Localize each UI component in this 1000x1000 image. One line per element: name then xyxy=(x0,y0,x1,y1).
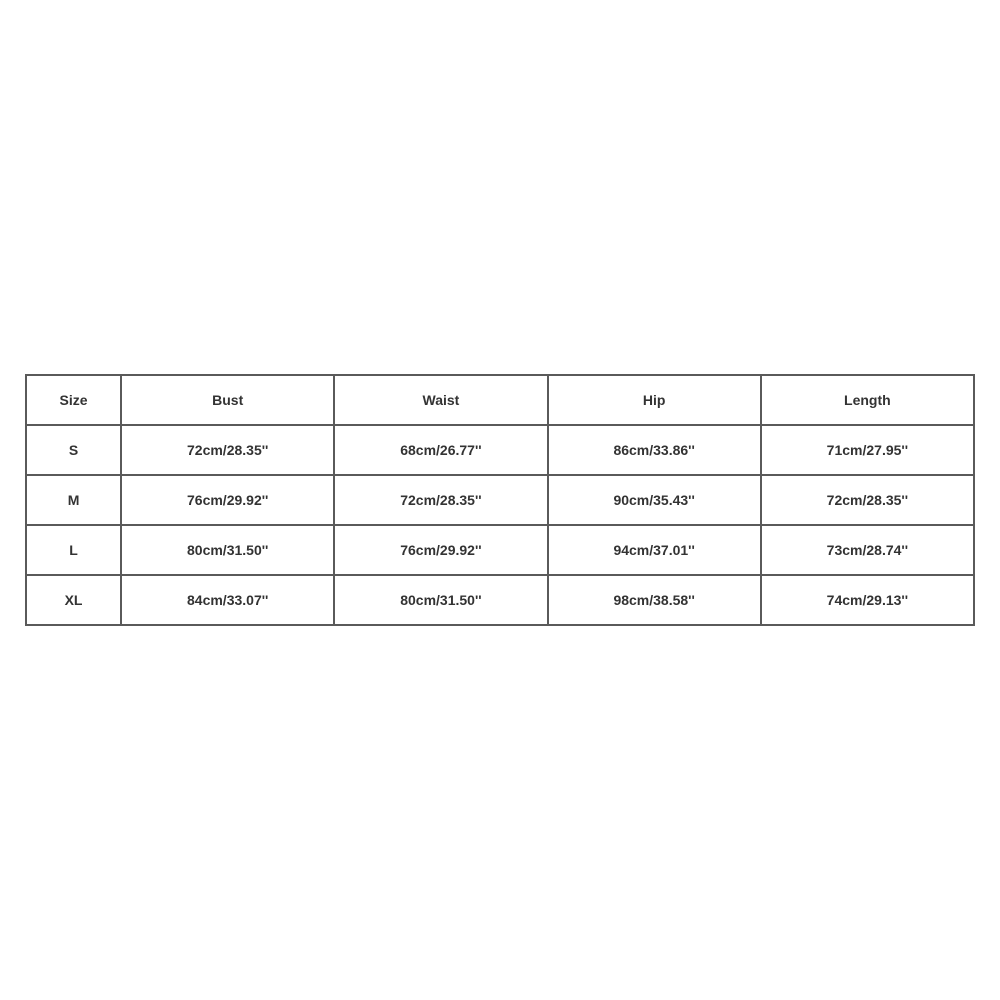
waist-cell: 76cm/29.92'' xyxy=(334,525,547,575)
length-cell: 71cm/27.95'' xyxy=(761,425,974,475)
waist-cell: 68cm/26.77'' xyxy=(334,425,547,475)
hip-cell: 86cm/33.86'' xyxy=(548,425,761,475)
bust-cell: 72cm/28.35'' xyxy=(121,425,334,475)
header-waist: Waist xyxy=(334,375,547,425)
size-cell: L xyxy=(26,525,121,575)
header-length: Length xyxy=(761,375,974,425)
table-row xyxy=(26,575,974,625)
length-cell: 73cm/28.74'' xyxy=(761,525,974,575)
bust-cell: 84cm/33.07'' xyxy=(121,575,334,625)
bust-cell: 80cm/31.50'' xyxy=(121,525,334,575)
size-cell: S xyxy=(26,425,121,475)
table-row xyxy=(26,475,974,525)
length-cell: 74cm/29.13'' xyxy=(761,575,974,625)
header-size: Size xyxy=(26,375,121,425)
header-bust: Bust xyxy=(121,375,334,425)
length-cell: 72cm/28.35'' xyxy=(761,475,974,525)
hip-cell: 98cm/38.58'' xyxy=(548,575,761,625)
hip-cell: 94cm/37.01'' xyxy=(548,525,761,575)
header-row xyxy=(26,375,974,425)
size-chart-table xyxy=(25,374,975,626)
waist-cell: 80cm/31.50'' xyxy=(334,575,547,625)
table-row xyxy=(26,425,974,475)
size-cell: M xyxy=(26,475,121,525)
size-cell: XL xyxy=(26,575,121,625)
bust-cell: 76cm/29.92'' xyxy=(121,475,334,525)
table-row xyxy=(26,525,974,575)
header-hip: Hip xyxy=(548,375,761,425)
hip-cell: 90cm/35.43'' xyxy=(548,475,761,525)
waist-cell: 72cm/28.35'' xyxy=(334,475,547,525)
